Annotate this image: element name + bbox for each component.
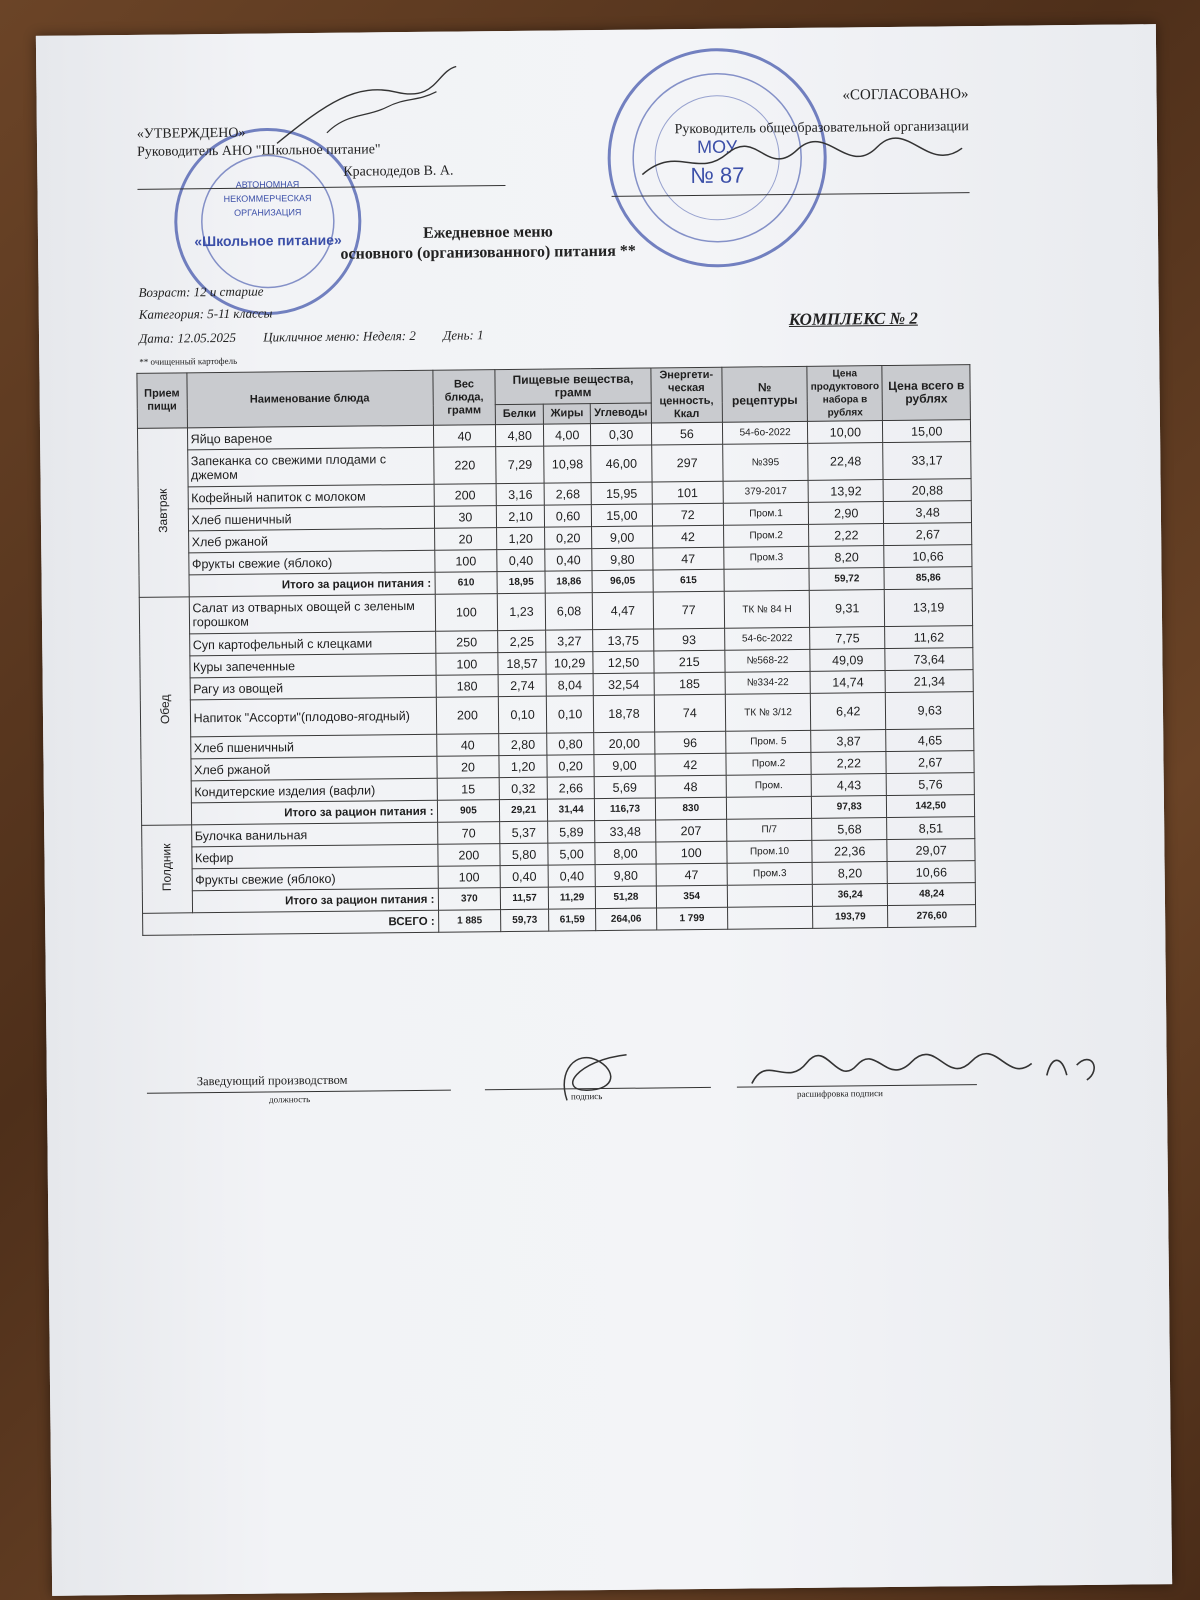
total-carbs: 116,73 xyxy=(595,798,655,821)
dish-weight: 200 xyxy=(436,697,499,735)
dish-name: Суп картофельный с клецками xyxy=(189,631,435,656)
grand-total-price-set: 193,79 xyxy=(813,906,889,929)
total-energy: 615 xyxy=(653,569,725,592)
dish-weight: 70 xyxy=(437,822,500,845)
dish-price-set: 22,48 xyxy=(808,443,884,481)
agreement-block xyxy=(596,86,968,139)
dish-recipe: ТК № 84 Н xyxy=(724,590,810,628)
meal-label-text: Обед xyxy=(158,694,173,725)
col-weight: Вес блюда, грамм xyxy=(432,370,495,426)
agreed-label: «СОГЛАСОВАНО» xyxy=(842,86,969,104)
dish-energy: 72 xyxy=(652,503,724,526)
dish-carbs: 8,00 xyxy=(595,842,655,865)
dish-name: Кондитерские изделия (вафли) xyxy=(191,778,437,803)
svg-text:АВТОНОМНАЯ: АВТОНОМНАЯ xyxy=(235,179,300,190)
dish-price-total: 10,66 xyxy=(884,545,972,568)
dish-protein: 1,20 xyxy=(497,527,545,549)
dish-weight: 100 xyxy=(434,550,497,573)
approved-by: Руководитель АНО "Школьное питание" xyxy=(137,142,381,160)
dish-price-total: 2,67 xyxy=(884,523,972,546)
total-carbs: 51,28 xyxy=(596,886,656,909)
dish-name: Куры запеченные xyxy=(189,653,435,678)
total-protein: 18,95 xyxy=(497,571,545,593)
total-price-set: 59,72 xyxy=(809,568,885,591)
dish-energy: 101 xyxy=(652,481,724,504)
grand-total-c: 264,06 xyxy=(596,908,656,931)
col-price-set: Цена продуктового набора в рублях xyxy=(807,366,883,422)
dish-fat: 3,27 xyxy=(546,630,594,652)
dish-fat: 0,80 xyxy=(547,733,595,755)
dish-recipe: ТК № 3/12 xyxy=(725,693,811,731)
dish-fat: 2,66 xyxy=(547,777,595,799)
dish-recipe: Пром.1 xyxy=(723,502,808,525)
dish-protein: 5,37 xyxy=(500,821,548,843)
dish-price-set: 4,43 xyxy=(811,774,887,797)
grand-total-label: ВСЕГО : xyxy=(143,910,439,935)
dish-energy: 215 xyxy=(653,650,725,673)
total-label: Итого за рацион питания : xyxy=(191,800,437,825)
col-price-total: Цена всего в рублях xyxy=(882,365,970,421)
dish-energy: 207 xyxy=(655,819,727,842)
dish-protein: 4,80 xyxy=(496,424,544,446)
signature-caption: подпись xyxy=(570,1091,603,1102)
approved-name: Краснодедов В. А. xyxy=(343,163,454,180)
total-fat: 11,29 xyxy=(548,887,596,909)
dish-name: Хлеб пшеничный xyxy=(188,506,434,531)
dish-price-total: 29,07 xyxy=(887,839,975,862)
dish-weight: 200 xyxy=(437,844,500,867)
total-recipe-empty xyxy=(724,568,809,591)
dish-fat: 5,00 xyxy=(548,843,596,865)
position-value: Заведующий производством xyxy=(196,1072,348,1089)
svg-text:МОУ: МОУ xyxy=(696,136,738,157)
dish-name: Салат из отварных овощей с зеленым горошком xyxy=(189,594,435,634)
dish-protein: 7,29 xyxy=(496,446,544,483)
col-nutrients: Пищевые вещества, грамм xyxy=(495,368,651,405)
svg-text:НЕКОММЕРЧЕСКАЯ: НЕКОММЕРЧЕСКАЯ xyxy=(223,193,312,204)
dish-price-total: 13,19 xyxy=(885,589,973,627)
dish-weight: 100 xyxy=(438,866,501,889)
dish-protein: 0,32 xyxy=(500,777,548,799)
dish-protein: 1,23 xyxy=(498,593,546,630)
dish-price-total: 10,66 xyxy=(888,861,976,884)
dish-recipe: Пром. xyxy=(726,774,811,797)
total-weight: 610 xyxy=(435,572,498,595)
dish-carbs: 15,95 xyxy=(591,482,651,505)
dish-protein: 2,74 xyxy=(498,674,546,696)
dish-carbs: 13,75 xyxy=(593,629,653,652)
document-sheet xyxy=(36,24,1172,1596)
grand-total-e: 1 799 xyxy=(656,907,728,930)
total-price-total: 142,50 xyxy=(887,795,975,818)
dish-recipe: Пром.3 xyxy=(727,862,812,885)
grand-total-price-total: 276,60 xyxy=(888,905,976,928)
meal-label xyxy=(142,825,192,914)
dish-energy: 48 xyxy=(655,775,727,798)
dish-recipe: №568-22 xyxy=(725,649,810,672)
dish-fat: 0,40 xyxy=(548,865,596,887)
dish-energy: 74 xyxy=(654,694,726,732)
dish-recipe: Пром.10 xyxy=(727,840,812,863)
dish-price-set: 10,00 xyxy=(808,421,884,444)
dish-price-total: 5,76 xyxy=(887,773,975,796)
dish-name: Напиток "Ассорти"(плодово-ягодный) xyxy=(190,697,436,737)
dish-weight: 15 xyxy=(437,778,500,801)
dish-price-set: 2,90 xyxy=(808,502,884,525)
dish-name: Фрукты свежие (яблоко) xyxy=(188,550,434,575)
dish-protein: 2,25 xyxy=(498,630,546,652)
dish-energy: 47 xyxy=(652,547,724,570)
dish-carbs: 33,48 xyxy=(595,820,655,843)
dish-price-set: 7,75 xyxy=(810,627,886,650)
col-recipe: № рецептуры xyxy=(722,366,808,422)
svg-text:№ 87: № 87 xyxy=(690,162,745,189)
dish-protein: 1,20 xyxy=(499,755,547,777)
dish-energy: 100 xyxy=(655,841,727,864)
total-label: Итого за рацион питания : xyxy=(189,572,435,597)
dish-carbs: 9,80 xyxy=(595,864,655,887)
dish-protein: 2,10 xyxy=(497,505,545,527)
dish-carbs: 18,78 xyxy=(594,695,655,733)
footnote: ** очищенный картофель xyxy=(139,355,238,367)
total-weight: 905 xyxy=(437,800,500,823)
dish-name: Хлеб ржаной xyxy=(188,528,434,553)
dish-price-set: 13,92 xyxy=(808,480,884,503)
dish-weight: 40 xyxy=(433,425,496,448)
dish-carbs: 0,30 xyxy=(591,423,651,446)
dish-recipe: №395 xyxy=(723,443,809,481)
dish-protein: 0,10 xyxy=(499,696,547,733)
dish-price-set: 49,09 xyxy=(810,649,886,672)
total-price-set: 36,24 xyxy=(812,884,888,907)
dish-price-set: 2,22 xyxy=(811,752,887,775)
dish-carbs: 32,54 xyxy=(593,673,653,696)
title-line-2: основного (организованного) питания ** xyxy=(340,242,636,263)
age-label: Возраст: 12 и старше xyxy=(138,283,264,300)
dish-name: Хлеб ржаной xyxy=(190,756,436,781)
dish-fat: 6,08 xyxy=(545,593,593,630)
dish-weight: 20 xyxy=(434,528,497,551)
dish-name: Кефир xyxy=(191,844,437,869)
dish-weight: 250 xyxy=(435,631,498,654)
dish-name: Запеканка со свежими плодами с джемом xyxy=(187,447,433,487)
dish-name: Рагу из овощей xyxy=(190,675,436,700)
dish-carbs: 20,00 xyxy=(594,732,654,755)
dish-price-total: 2,67 xyxy=(886,751,974,774)
col-name: Наименование блюда xyxy=(186,370,433,428)
dish-recipe: П/7 xyxy=(727,818,812,841)
dish-protein: 5,80 xyxy=(500,843,548,865)
col-carbs: Углеводы xyxy=(591,403,651,423)
dish-carbs: 15,00 xyxy=(592,504,652,527)
dish-weight: 220 xyxy=(433,447,496,485)
dish-price-set: 22,36 xyxy=(812,840,888,863)
meal-label-text: Завтрак xyxy=(155,488,171,534)
svg-text:«Школьное питание»: «Школьное питание» xyxy=(194,231,342,250)
menu-table xyxy=(136,364,976,936)
dish-name: Булочка ванильная xyxy=(191,822,437,847)
dish-recipe: Пром.2 xyxy=(726,752,811,775)
date-value: Дата: 12.05.2025 xyxy=(138,329,237,346)
title-line-1: Ежедневное меню xyxy=(422,223,553,242)
dish-fat: 2,68 xyxy=(544,483,592,505)
dish-price-total: 73,64 xyxy=(885,648,973,671)
dish-fat: 10,98 xyxy=(544,446,592,483)
agreed-by: Руководитель общеобразовательной организации xyxy=(674,119,969,138)
dish-price-total: 11,62 xyxy=(885,626,973,649)
dish-price-total: 4,65 xyxy=(886,729,974,752)
total-price-total: 48,24 xyxy=(888,883,976,906)
dish-carbs: 5,69 xyxy=(595,776,655,799)
dish-recipe: Пром. 5 xyxy=(726,730,811,753)
dish-recipe: 379-2017 xyxy=(723,480,808,503)
dish-fat: 0,60 xyxy=(544,505,592,527)
dish-price-set: 9,31 xyxy=(809,590,885,628)
dish-price-total: 20,88 xyxy=(884,479,972,502)
total-fat: 31,44 xyxy=(547,799,595,821)
dish-weight: 100 xyxy=(435,653,498,676)
footer-handwritten-name xyxy=(747,1045,1108,1099)
menu-title xyxy=(238,221,738,266)
grand-total-p: 59,73 xyxy=(501,909,549,931)
dish-weight: 180 xyxy=(436,675,499,698)
dish-weight: 20 xyxy=(436,756,499,779)
dish-protein: 0,40 xyxy=(497,549,545,571)
dish-recipe: Пром.2 xyxy=(724,524,809,547)
dish-fat: 0,10 xyxy=(546,696,594,733)
dish-protein: 2,80 xyxy=(499,733,547,755)
dish-weight: 200 xyxy=(434,484,497,507)
dish-carbs: 9,00 xyxy=(592,526,652,549)
dish-fat: 0,40 xyxy=(545,549,593,571)
total-carbs: 96,05 xyxy=(592,570,652,593)
dish-recipe: №334-22 xyxy=(725,671,810,694)
dish-protein: 3,16 xyxy=(496,483,544,505)
total-recipe-empty xyxy=(727,884,812,907)
footer-signature xyxy=(546,1040,637,1111)
category-label: Категория: 5-11 классы xyxy=(138,305,273,322)
meal-label-text: Полдник xyxy=(159,843,175,892)
dish-price-total: 33,17 xyxy=(883,442,971,480)
dish-price-set: 3,87 xyxy=(811,730,887,753)
dish-recipe: 54-6с-2022 xyxy=(725,627,810,650)
position-line xyxy=(147,1090,451,1094)
dish-protein: 0,40 xyxy=(500,865,548,887)
dish-energy: 96 xyxy=(654,731,726,754)
dish-name: Хлеб пшеничный xyxy=(190,734,436,759)
total-fat: 18,86 xyxy=(545,571,593,593)
dish-energy: 42 xyxy=(655,753,727,776)
dish-price-set: 8,20 xyxy=(812,862,888,885)
dish-fat: 8,04 xyxy=(546,674,594,696)
dish-price-total: 9,63 xyxy=(886,692,974,730)
total-label: Итого за рацион питания : xyxy=(192,888,438,913)
dish-price-total: 8,51 xyxy=(887,817,975,840)
position-caption: должность xyxy=(268,1094,311,1105)
col-meal: Прием пищи xyxy=(137,373,187,429)
total-protein: 29,21 xyxy=(500,799,548,821)
dish-name: Фрукты свежие (яблоко) xyxy=(192,866,438,891)
meal-label xyxy=(139,597,191,826)
dish-fat: 0,20 xyxy=(547,755,595,777)
dish-energy: 56 xyxy=(651,422,723,445)
dish-energy: 42 xyxy=(652,525,724,548)
dish-price-total: 21,34 xyxy=(886,670,974,693)
dish-carbs: 4,47 xyxy=(593,592,654,630)
total-price-total: 85,86 xyxy=(884,567,972,590)
grand-total-f: 61,59 xyxy=(548,909,596,931)
day-value: День: 1 xyxy=(442,327,484,343)
dish-price-set: 6,42 xyxy=(810,693,886,731)
dish-name: Яйцо вареное xyxy=(187,425,433,450)
complex-label: КОМПЛЕКС № 2 xyxy=(788,308,918,330)
grand-total-w: 1 885 xyxy=(438,910,501,933)
meal-label xyxy=(137,428,188,598)
date-label xyxy=(139,327,484,347)
grand-total-recipe-empty xyxy=(728,906,813,929)
dish-carbs: 9,80 xyxy=(592,548,652,571)
dish-energy: 47 xyxy=(656,863,728,886)
dish-price-set: 8,20 xyxy=(809,546,885,569)
signature-scribble-right xyxy=(637,136,968,189)
total-energy: 354 xyxy=(656,885,728,908)
total-weight: 370 xyxy=(438,888,501,911)
col-fat: Жиры xyxy=(543,404,591,424)
svg-text:ОРГАНИЗАЦИЯ: ОРГАНИЗАЦИЯ xyxy=(234,207,302,218)
dish-price-set: 5,68 xyxy=(812,818,888,841)
total-recipe-empty xyxy=(726,796,811,819)
approved-label: «УТВЕРЖДЕНО» xyxy=(136,125,246,142)
decode-caption: расшифровка подписи xyxy=(796,1088,883,1099)
menu-table-body xyxy=(137,420,975,936)
dish-energy: 93 xyxy=(653,628,725,651)
dish-price-set: 2,22 xyxy=(809,524,885,547)
dish-energy: 77 xyxy=(653,591,725,629)
col-energy: Энергети-ческая ценность, Ккал xyxy=(651,367,723,423)
dish-energy: 185 xyxy=(654,672,726,695)
total-protein: 11,57 xyxy=(501,887,549,909)
dish-fat: 4,00 xyxy=(543,424,591,446)
dish-carbs: 46,00 xyxy=(591,445,652,483)
total-energy: 830 xyxy=(655,797,727,820)
dish-recipe: 54-6о-2022 xyxy=(722,421,807,444)
total-price-set: 97,83 xyxy=(812,796,888,819)
dish-weight: 40 xyxy=(436,734,499,757)
dish-carbs: 12,50 xyxy=(593,651,653,674)
dish-weight: 30 xyxy=(434,506,497,529)
dish-price-total: 15,00 xyxy=(883,420,971,443)
dish-fat: 10,29 xyxy=(546,652,594,674)
dish-carbs: 9,00 xyxy=(594,754,654,777)
dish-name: Кофейный напиток с молоком xyxy=(188,484,434,509)
dish-fat: 0,20 xyxy=(544,527,592,549)
dish-price-set: 14,74 xyxy=(810,671,886,694)
col-protein: Белки xyxy=(496,405,544,425)
dish-price-total: 3,48 xyxy=(884,501,972,524)
dish-fat: 5,89 xyxy=(548,821,596,843)
cycle-value: Цикличное меню: Неделя: 2 xyxy=(263,327,416,345)
dish-recipe: Пром.3 xyxy=(724,546,809,569)
dish-energy: 297 xyxy=(651,444,723,482)
signature-scribble-top xyxy=(266,61,467,153)
dish-weight: 100 xyxy=(435,594,498,632)
dish-protein: 18,57 xyxy=(498,652,546,674)
